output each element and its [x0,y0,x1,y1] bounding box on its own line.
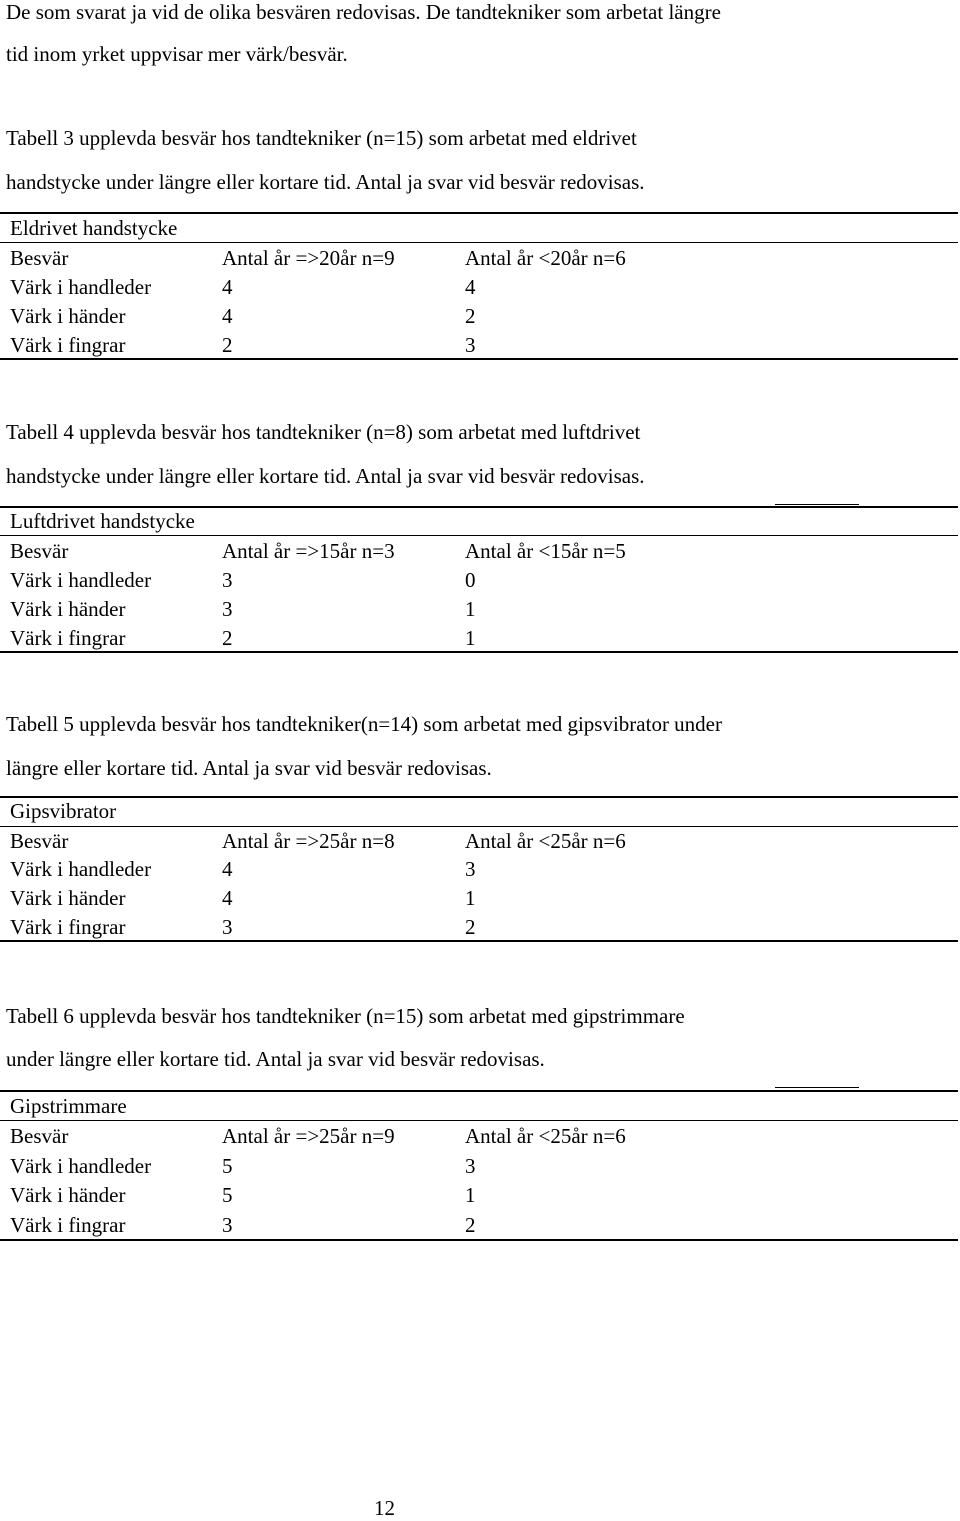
intro-line-1: De som svarat ja vid de olika besvären redovisas. De tandtekniker som arbetat längre [6,0,721,24]
table-title: Eldrivet handstycke [10,216,178,240]
table-caption: Tabell 5 upplevda besvär hos tandtekniker(n=14) som arbetat med gipsvibrator under [6,712,722,736]
table-header: Besvär [10,829,69,853]
table-caption: handstycke under längre eller kortare tid. Antal ja svar vid besvär redovisas. [6,170,645,194]
table-cell: 3 [465,333,476,357]
table-caption: längre eller kortare tid. Antal ja svar vid besvär redovisas. [6,756,492,780]
table-bottom-rule [0,358,958,360]
table-cell: 4 [465,275,476,299]
table-bottom-rule [0,940,958,942]
table-cell: Värk i fingrar [10,1213,126,1237]
table-caption: under längre eller kortare tid. Antal ja svar vid besvär redovisas. [6,1047,545,1071]
table-header: Besvär [10,539,69,563]
intro-line-2: tid inom yrket uppvisar mer värk/besvär. [6,42,348,66]
table-cell: Värk i händer [10,886,126,910]
table-cell: 2 [465,304,476,328]
table-header: Antal år =>25år n=8 [222,829,395,853]
table-title: Luftdrivet handstycke [10,509,195,533]
table-cell: 3 [465,1154,476,1178]
table-header: Besvär [10,246,69,270]
table-cell: 0 [465,568,476,592]
table-title-rule [0,1120,958,1121]
table-header: Antal år <25år n=6 [465,829,626,853]
table-cell: Värk i fingrar [10,333,126,357]
table-cell: Värk i händer [10,597,126,621]
table-top-rule [0,506,958,508]
table-cell: 3 [222,597,233,621]
table-header: Antal år <20år n=6 [465,246,626,270]
table-cell: Värk i fingrar [10,915,126,939]
table-cell: 1 [465,597,476,621]
table-cell: 5 [222,1183,233,1207]
table-title-rule [0,535,958,536]
table-title-rule [0,826,958,827]
table-cell: 3 [222,568,233,592]
table-top-rule [775,504,859,505]
table-cell: 4 [222,886,233,910]
table-cell: 4 [222,304,233,328]
table-cell: Värk i handleder [10,857,152,881]
table-cell: 1 [465,1183,476,1207]
table-caption: Tabell 3 upplevda besvär hos tandtekniker (n=15) som arbetat med eldrivet [6,126,637,150]
table-cell: Värk i handleder [10,568,152,592]
table-cell: 4 [222,857,233,881]
table-cell: 4 [222,275,233,299]
table-title: Gipstrimmare [10,1094,127,1118]
table-cell: 2 [465,915,476,939]
table-cell: Värk i handleder [10,275,152,299]
table-header: Antal år =>20år n=9 [222,246,395,270]
table-cell: 1 [465,886,476,910]
table-title-rule [0,242,958,243]
table-caption: handstycke under längre eller kortare tid. Antal ja svar vid besvär redovisas. [6,464,645,488]
table-cell: 2 [465,1213,476,1237]
table-cell: 5 [222,1154,233,1178]
table-cell: Värk i händer [10,304,126,328]
table-top-rule [775,1087,859,1088]
table-top-rule [0,796,958,798]
table-header: Antal år <15år n=5 [465,539,626,563]
table-cell: 3 [222,915,233,939]
table-cell: Värk i handleder [10,1154,152,1178]
table-header: Antal år =>15år n=3 [222,539,395,563]
table-caption: Tabell 4 upplevda besvär hos tandtekniker (n=8) som arbetat med luftdrivet [6,420,641,444]
table-header: Antal år <25år n=6 [465,1124,626,1148]
table-cell: Värk i händer [10,1183,126,1207]
table-cell: 2 [222,626,233,650]
table-cell: 3 [222,1213,233,1237]
table-cell: 1 [465,626,476,650]
table-header: Antal år =>25år n=9 [222,1124,395,1148]
table-cell: Värk i fingrar [10,626,126,650]
table-header: Besvär [10,1124,69,1148]
table-title: Gipsvibrator [10,799,117,823]
table-cell: 3 [465,857,476,881]
table-bottom-rule [0,1239,958,1241]
table-top-rule [0,212,958,214]
table-top-rule [0,1090,958,1092]
table-bottom-rule [0,651,958,653]
table-caption: Tabell 6 upplevda besvär hos tandtekniker (n=15) som arbetat med gipstrimmare [6,1004,685,1028]
page-number: 12 [374,1496,395,1520]
table-cell: 2 [222,333,233,357]
